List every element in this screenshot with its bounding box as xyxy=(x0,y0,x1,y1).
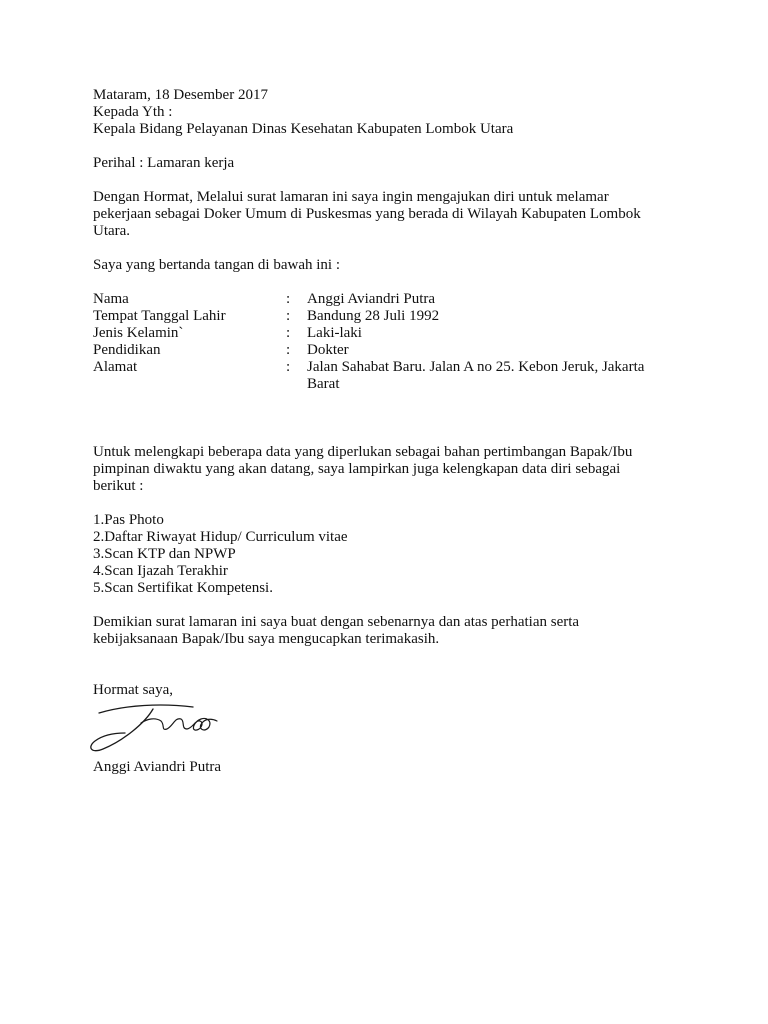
handwritten-signature xyxy=(81,699,241,759)
spacer xyxy=(93,240,683,257)
biodata-row-address xyxy=(93,359,683,393)
recipient: Kepala Bidang Pelayanan Dinas Kesehatan Kabupaten Lombok Utara xyxy=(93,121,514,137)
closing-paragraph xyxy=(93,614,683,648)
list-item: 5.Scan Sertifikat Kompetensi. xyxy=(93,580,273,596)
address-line: Jalan Sahabat Baru. Jalan A no 25. Kebon Jeruk, Jakarta xyxy=(307,359,645,375)
regards: Hormat saya, xyxy=(93,682,173,698)
list-item: 1.Pas Photo xyxy=(93,512,164,528)
spacer xyxy=(93,597,683,614)
closing-line: kebijaksanaan Bapak/Ibu saya mengucapkan terimakasih. xyxy=(93,631,440,647)
spacer xyxy=(93,648,683,665)
completion-line: berikut : xyxy=(93,478,144,494)
opening-paragraph xyxy=(93,189,683,240)
biodata-row-birth xyxy=(93,308,683,325)
biodata-colon: : xyxy=(286,291,291,307)
biodata-colon: : xyxy=(286,308,291,324)
biodata-value: Anggi Aviandri Putra xyxy=(307,291,436,307)
biodata-value: Bandung 28 Juli 1992 xyxy=(307,308,440,324)
opening-line: pekerjaan sebagai Doker Umum di Puskesmas yang berada di Wilayah Kabupaten Lombok xyxy=(93,206,641,222)
to-line: Kepada Yth : xyxy=(93,104,173,120)
completion-line: Untuk melengkapi beberapa data yang diperlukan sebagai bahan pertimbangan Bapak/Ibu xyxy=(93,444,633,460)
spacer xyxy=(93,172,683,189)
address-line: Barat xyxy=(307,376,340,392)
spacer xyxy=(93,393,683,410)
spacer xyxy=(93,410,683,427)
biodata-label: Alamat xyxy=(93,359,138,375)
spacer xyxy=(93,665,683,682)
biodata-label: Jenis Kelamin` xyxy=(93,325,184,341)
biodata-table xyxy=(93,291,683,393)
biodata-label: Tempat Tanggal Lahir xyxy=(93,308,226,324)
biodata-value: Dokter xyxy=(307,342,349,358)
opening-line: Utara. xyxy=(93,223,131,239)
list-item: 4.Scan Ijazah Terakhir xyxy=(93,563,228,579)
opening-line: Dengan Hormat, Melalui surat lamaran ini saya ingin mengajukan diri untuk melamar xyxy=(93,189,609,205)
closing-line: Demikian surat lamaran ini saya buat dengan sebenarnya dan atas perhatian serta xyxy=(93,614,580,630)
biodata-colon: : xyxy=(286,325,291,341)
signatory-name: Anggi Aviandri Putra xyxy=(93,759,222,775)
undersigned-statement: Saya yang bertanda tangan di bawah ini : xyxy=(93,257,341,273)
attachment-list xyxy=(93,512,683,597)
job-application-letter xyxy=(93,87,683,776)
biodata-label: Nama xyxy=(93,291,129,307)
subject-line: Perihal : Lamaran kerja xyxy=(93,155,235,171)
spacer xyxy=(93,495,683,512)
biodata-value: Laki-laki xyxy=(307,325,362,341)
spacer xyxy=(93,138,683,155)
biodata-colon: : xyxy=(286,342,291,358)
list-item: 3.Scan KTP dan NPWP xyxy=(93,546,236,562)
spacer xyxy=(93,274,683,291)
completion-paragraph xyxy=(93,444,683,495)
list-item: 2.Daftar Riwayat Hidup/ Curriculum vitae xyxy=(93,529,348,545)
biodata-colon: : xyxy=(286,359,291,375)
biodata-label: Pendidikan xyxy=(93,342,161,358)
completion-line: pimpinan diwaktu yang akan datang, saya lampirkan juga kelengkapan data diri sebagai xyxy=(93,461,621,477)
spacer xyxy=(93,427,683,444)
biodata-row-education xyxy=(93,342,683,359)
biodata-row-gender xyxy=(93,325,683,342)
biodata-value xyxy=(307,359,682,393)
place-date: Mataram, 18 Desember 2017 xyxy=(93,87,268,103)
biodata-row-name xyxy=(93,291,683,308)
